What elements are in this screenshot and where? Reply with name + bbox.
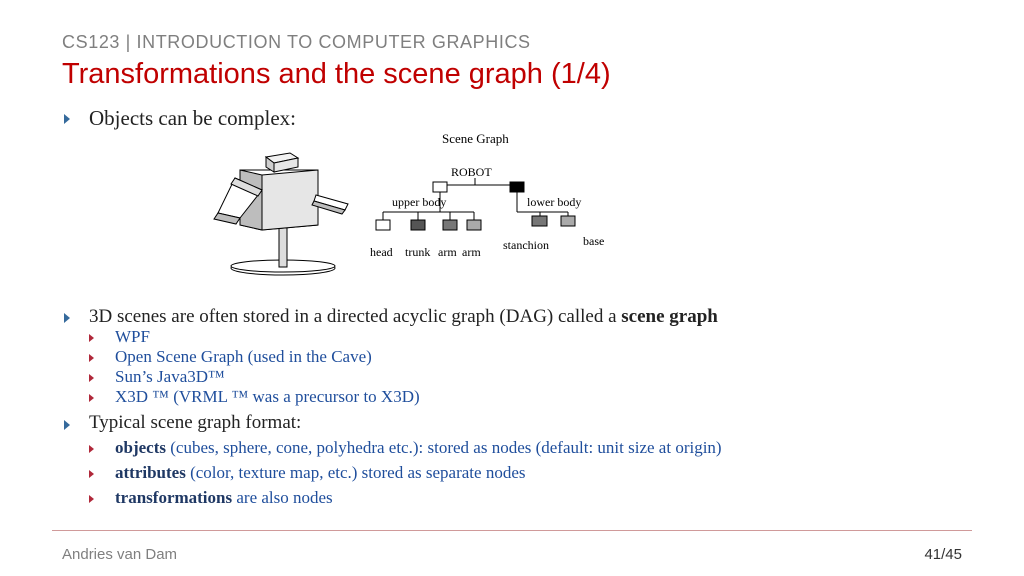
scene-graph-title: Scene Graph <box>442 131 509 146</box>
course-header: CS123 | INTRODUCTION TO COMPUTER GRAPHICS <box>62 32 531 52</box>
sub-item-wpf: WPF <box>115 327 150 346</box>
node-label-head: head <box>370 245 393 259</box>
sub-bullet-arrow-icon <box>89 445 94 453</box>
node-trunk <box>411 220 425 230</box>
page-number: 41/45 <box>924 546 962 563</box>
node-upper-body <box>433 182 447 192</box>
node-arm-1 <box>443 220 457 230</box>
sub-item-objects-bold: objects <box>115 438 166 457</box>
sub-item-x3d: X3D ™ (VRML ™ was a precursor to X3D) <box>115 387 420 406</box>
node-label-arm-1: arm <box>438 245 457 259</box>
bullet-objects-complex: Objects can be complex: <box>89 106 297 130</box>
node-label-stanchion: stanchion <box>503 238 549 252</box>
sub-bullet-arrow-icon <box>89 374 94 382</box>
node-label-base: base <box>583 234 605 248</box>
bullet-typical-format: Typical scene graph format: <box>89 412 302 433</box>
sub-item-attributes-text: (color, texture map, etc.) stored as separate nodes <box>185 463 526 482</box>
sub-item-objects-text: (cubes, sphere, cone, polyhedra etc.): stored as nodes (default: unit size at origin) <box>165 438 722 457</box>
node-head <box>376 220 390 230</box>
sub-bullet-arrow-icon <box>89 334 94 342</box>
bullet-scene-graph-text: 3D scenes are often stored in a directed acyclic graph (DAG) called a <box>89 306 617 327</box>
sub-bullet-arrow-icon <box>89 354 94 362</box>
sub-item-transformations-bold: transformations <box>115 488 233 507</box>
node-label-arm-2: arm <box>462 245 481 259</box>
node-base <box>561 216 575 226</box>
bullet-scene-graph-bold: scene graph <box>621 306 718 327</box>
sub-item-attributes-bold: attributes <box>115 463 186 482</box>
sub-item-transformations <box>115 488 333 508</box>
node-label-robot: ROBOT <box>451 165 492 179</box>
sub-bullet-arrow-icon <box>89 470 94 478</box>
footer-author: Andries van Dam <box>62 546 178 563</box>
sub-bullet-arrow-icon <box>89 495 94 503</box>
footer-divider <box>52 530 972 531</box>
robot-illustration <box>214 153 348 275</box>
node-arm-2 <box>467 220 481 230</box>
node-label-upper-body: upper body <box>392 195 447 209</box>
sub-item-transformations-text: are also nodes <box>232 488 333 507</box>
sub-item-java3d: Sun’s Java3D™ <box>115 367 225 386</box>
bullet-scene-graph <box>89 306 718 328</box>
bullet-arrow-icon <box>64 313 70 323</box>
slide-title: Transformations and the scene graph (1/4) <box>62 58 611 90</box>
sub-item-objects <box>115 438 722 458</box>
sub-bullet-arrow-icon <box>89 394 94 402</box>
node-stanchion <box>532 216 547 226</box>
bullet-arrow-icon <box>64 420 70 430</box>
node-label-lower-body: lower body <box>527 195 582 209</box>
node-label-trunk: trunk <box>405 245 431 259</box>
sub-item-open-scene-graph: Open Scene Graph (used in the Cave) <box>115 347 372 366</box>
sub-item-attributes <box>115 463 525 483</box>
node-lower-body <box>510 182 524 192</box>
